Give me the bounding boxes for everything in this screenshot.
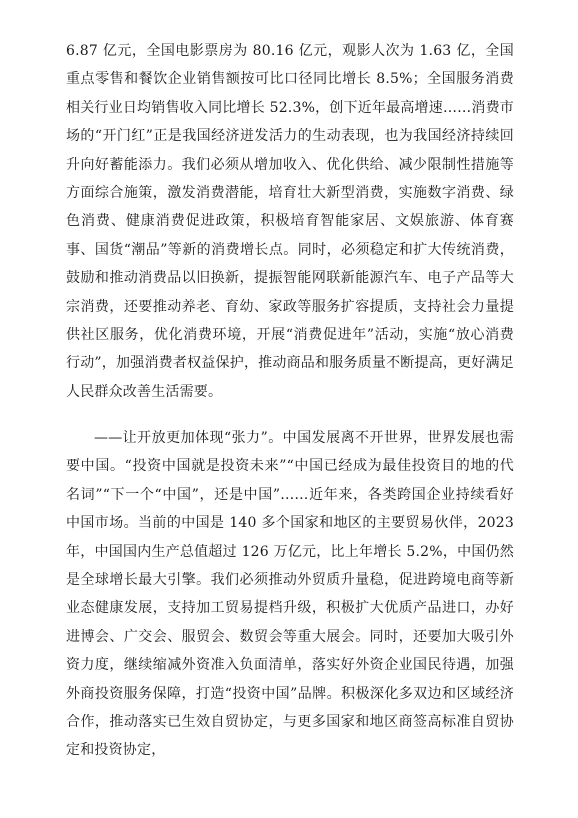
paragraph-opening-up: ——让开放更加体现“张力”。中国发展离不开世界，世界发展也需要中国。“投资中国就是投资未来”“中国已经成为最佳投资目的地的代名词”“下一个“中国”，还是中国”……近年来，各类跨国企业持续看好中国市场。当前的中国是 140 多个国家和地区的主要贸易伙伴，2023 年，中国国内生产总值超过 126 万亿元，比上年增长 5.2%，中国仍然是全球增长最大引擎。我们必须推动外贸质升量稳，促进跨境电商等新业态健康发展，支持加工贸易提档升级，积极扩大优质产品进口，办好进博会、广交会、服贸会、数贸会等重大展会。同时，还要加大吸引外资力度，继续缩减外资准入负面清单，落实好外资企业国民待遇，加强外商投资服务保障，打造“投资中国”品牌。积极深化多双边和区域经济合作，推动落实已生效自贸协定，与更多国家和地区商签高标准自贸协定和投资协定， (66, 430, 514, 759)
paragraph-consumption: 6.87 亿元，全国电影票房为 80.16 亿元，观影人次为 1.63 亿，全国重点零售和餐饮企业销售额按可比口径同比增长 8.5%；全国服务消费相关行业日均销售收入同比增长 52.3%，创下近年最高增速……消费市场的“开门红”正是我国经济迸发活力的生动表现，也为我国经济持续回升向好蓄能添力。我们必须从增加收入、优化供给、减少限制性措施等方面综合施策，激发消费潜能，培育壮大新型消费，实施数字消费、绿色消费、健康消费促进政策，积极培育智能家居、文娱旅游、体育赛事、国货“潮品”等新的消费增长点。同时，必须稳定和扩大传统消费，鼓励和推动消费品以旧换新，提振智能网联新能源汽车、电子产品等大宗消费，还要推动养老、育幼、家政等服务扩容提质，支持社会力量提供社区服务，优化消费环境，开展“消费促进年”活动，实施“放心消费行动”，加强消费者权益保护，推动商品和服务质量不断提高，更好满足人民群众改善生活需要。 (66, 43, 514, 400)
